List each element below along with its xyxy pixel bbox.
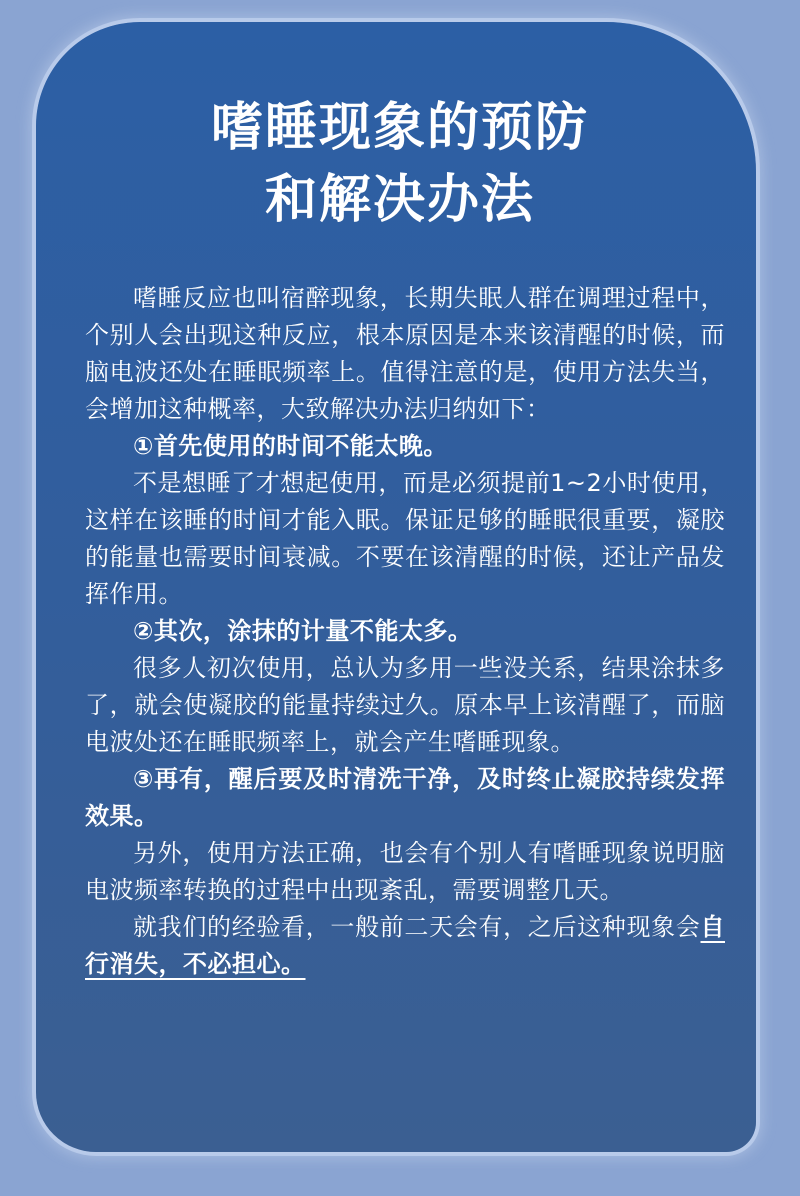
title-line-2: 和解决办法 xyxy=(264,170,535,230)
title-line-1: 嗜睡现象的预防 xyxy=(210,98,589,158)
intro-paragraph: 嗜睡反应也叫宿醉现象，长期失眠人群在调理过程中，个别人会出现这种反应，根本原因是本来该清醒的时候，而脑电波还处在睡眠频率上。值得注意的是，使用方法失当，会增加这种概率，大致解决办法归纳如下： xyxy=(85,284,725,423)
point-2-heading: ②其次，涂抹的计量不能太多。 xyxy=(133,617,473,645)
closing-emphasis: 自行消失，不必担心。 xyxy=(85,913,725,978)
point-1-body: 不是想睡了才想起使用，而是必须提前1~2小时使用，这样在该睡的时间才能入眠。保证足够的睡眠很重要，凝胶的能量也需要时间衰减。不要在该清醒的时候，还让产品发挥作用。 xyxy=(85,469,725,608)
extra-paragraph: 另外，使用方法正确，也会有个别人有嗜睡现象说明脑电波频率转换的过程中出现紊乱，需要调整几天。 xyxy=(85,839,725,904)
article-body xyxy=(85,280,725,983)
point-3-heading: ③再有，醒后要及时清洗干净，及时终止凝胶持续发挥效果。 xyxy=(85,765,725,830)
point-2-body: 很多人初次使用，总认为多用一些没关系，结果涂抹多了，就会使凝胶的能量持续过久。原本早上该清醒了，而脑电波处还在睡眠频率上，就会产生嗜睡现象。 xyxy=(85,654,725,756)
closing-paragraph xyxy=(85,909,725,983)
page-title xyxy=(0,92,800,236)
closing-text: 就我们的经验看，一般前二天会有，之后这种现象会 xyxy=(133,913,701,941)
point-1-heading: ①首先使用的时间不能太晚。 xyxy=(133,432,448,460)
